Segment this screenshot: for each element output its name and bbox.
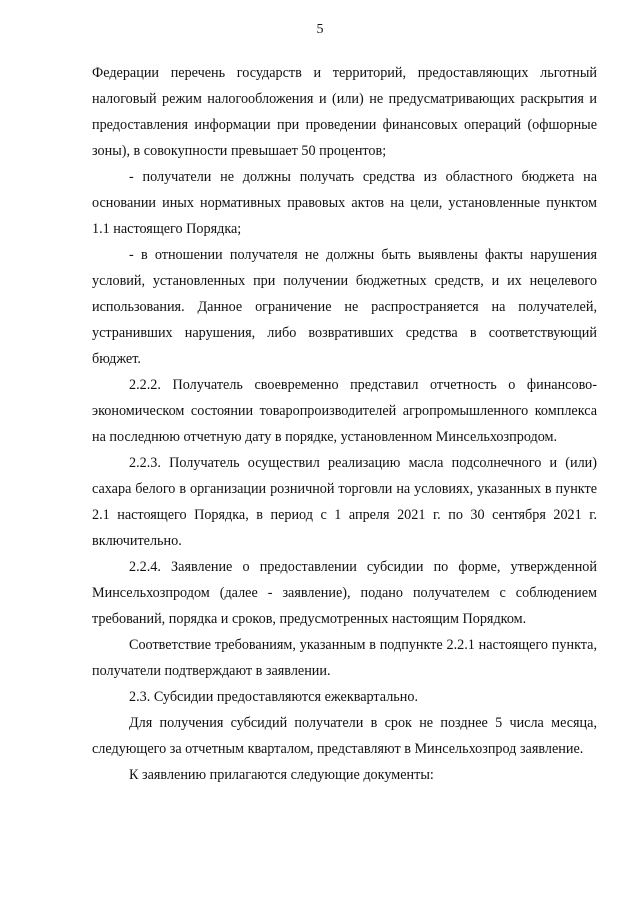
document-body [92, 60, 597, 788]
paragraph-application-deadline: Для получения субсидий получатели в срок не позднее 5 числа месяца, следующего за отчетным кварталом, представляют в Минсельхозпрод заявление. [92, 715, 597, 757]
paragraph-2-2-2: 2.2.2. Получатель своевременно представил отчетность о финансово-экономическом состоянии товаропроизводителей агропромышленного комплекса на последнюю отчетную дату в порядке, установленном Минсельхозпродом. [92, 377, 597, 445]
paragraph-offshore-continuation: Федерации перечень государств и территорий, предоставляющих льготный налоговый режим налогообложения и (или) не предусматривающих раскрытия и предоставления информации при проведении финансовых операций (офшорные зоны), в совокупности превышает 50 процентов; [92, 65, 597, 159]
paragraph-compliance-confirmation: Соответствие требованиям, указанным в подпункте 2.2.1 настоящего пункта, получатели подтверждают в заявлении. [92, 637, 597, 679]
paragraph-2-2-4: 2.2.4. Заявление о предоставлении субсидии по форме, утвержденной Минсельхозпродом (далее - заявление), подано получателем с соблюдением требований, порядка и сроков, предусмотренных настоящим Порядком. [92, 559, 597, 627]
paragraph-attached-documents: К заявлению прилагаются следующие документы: [129, 767, 434, 783]
paragraph-no-violations: - в отношении получателя не должны быть выявлены факты нарушения условий, установленных при получении бюджетных средств, и их нецелевого использования. Данное ограничение не распространяется на получателей, устранивших нарушения, либо возвративших средства в соответствующий бюджет. [92, 247, 597, 367]
page-number: 5 [316, 22, 324, 37]
paragraph-2-2-3: 2.2.3. Получатель осуществил реализацию масла подсолнечного и (или) сахара белого в организации розничной торговли на условиях, указанных в пункте 2.1 настоящего Порядка, в период с 1 апреля 2021 г. по 30 сентября 2021 г. включительно. [92, 455, 597, 549]
paragraph-2-3: 2.3. Субсидии предоставляются ежеквартально. [129, 689, 419, 705]
paragraph-no-other-funds: - получатели не должны получать средства из областного бюджета на основании иных нормативных правовых актов на цели, установленные пунктом 1.1 настоящего Порядка; [92, 169, 597, 237]
